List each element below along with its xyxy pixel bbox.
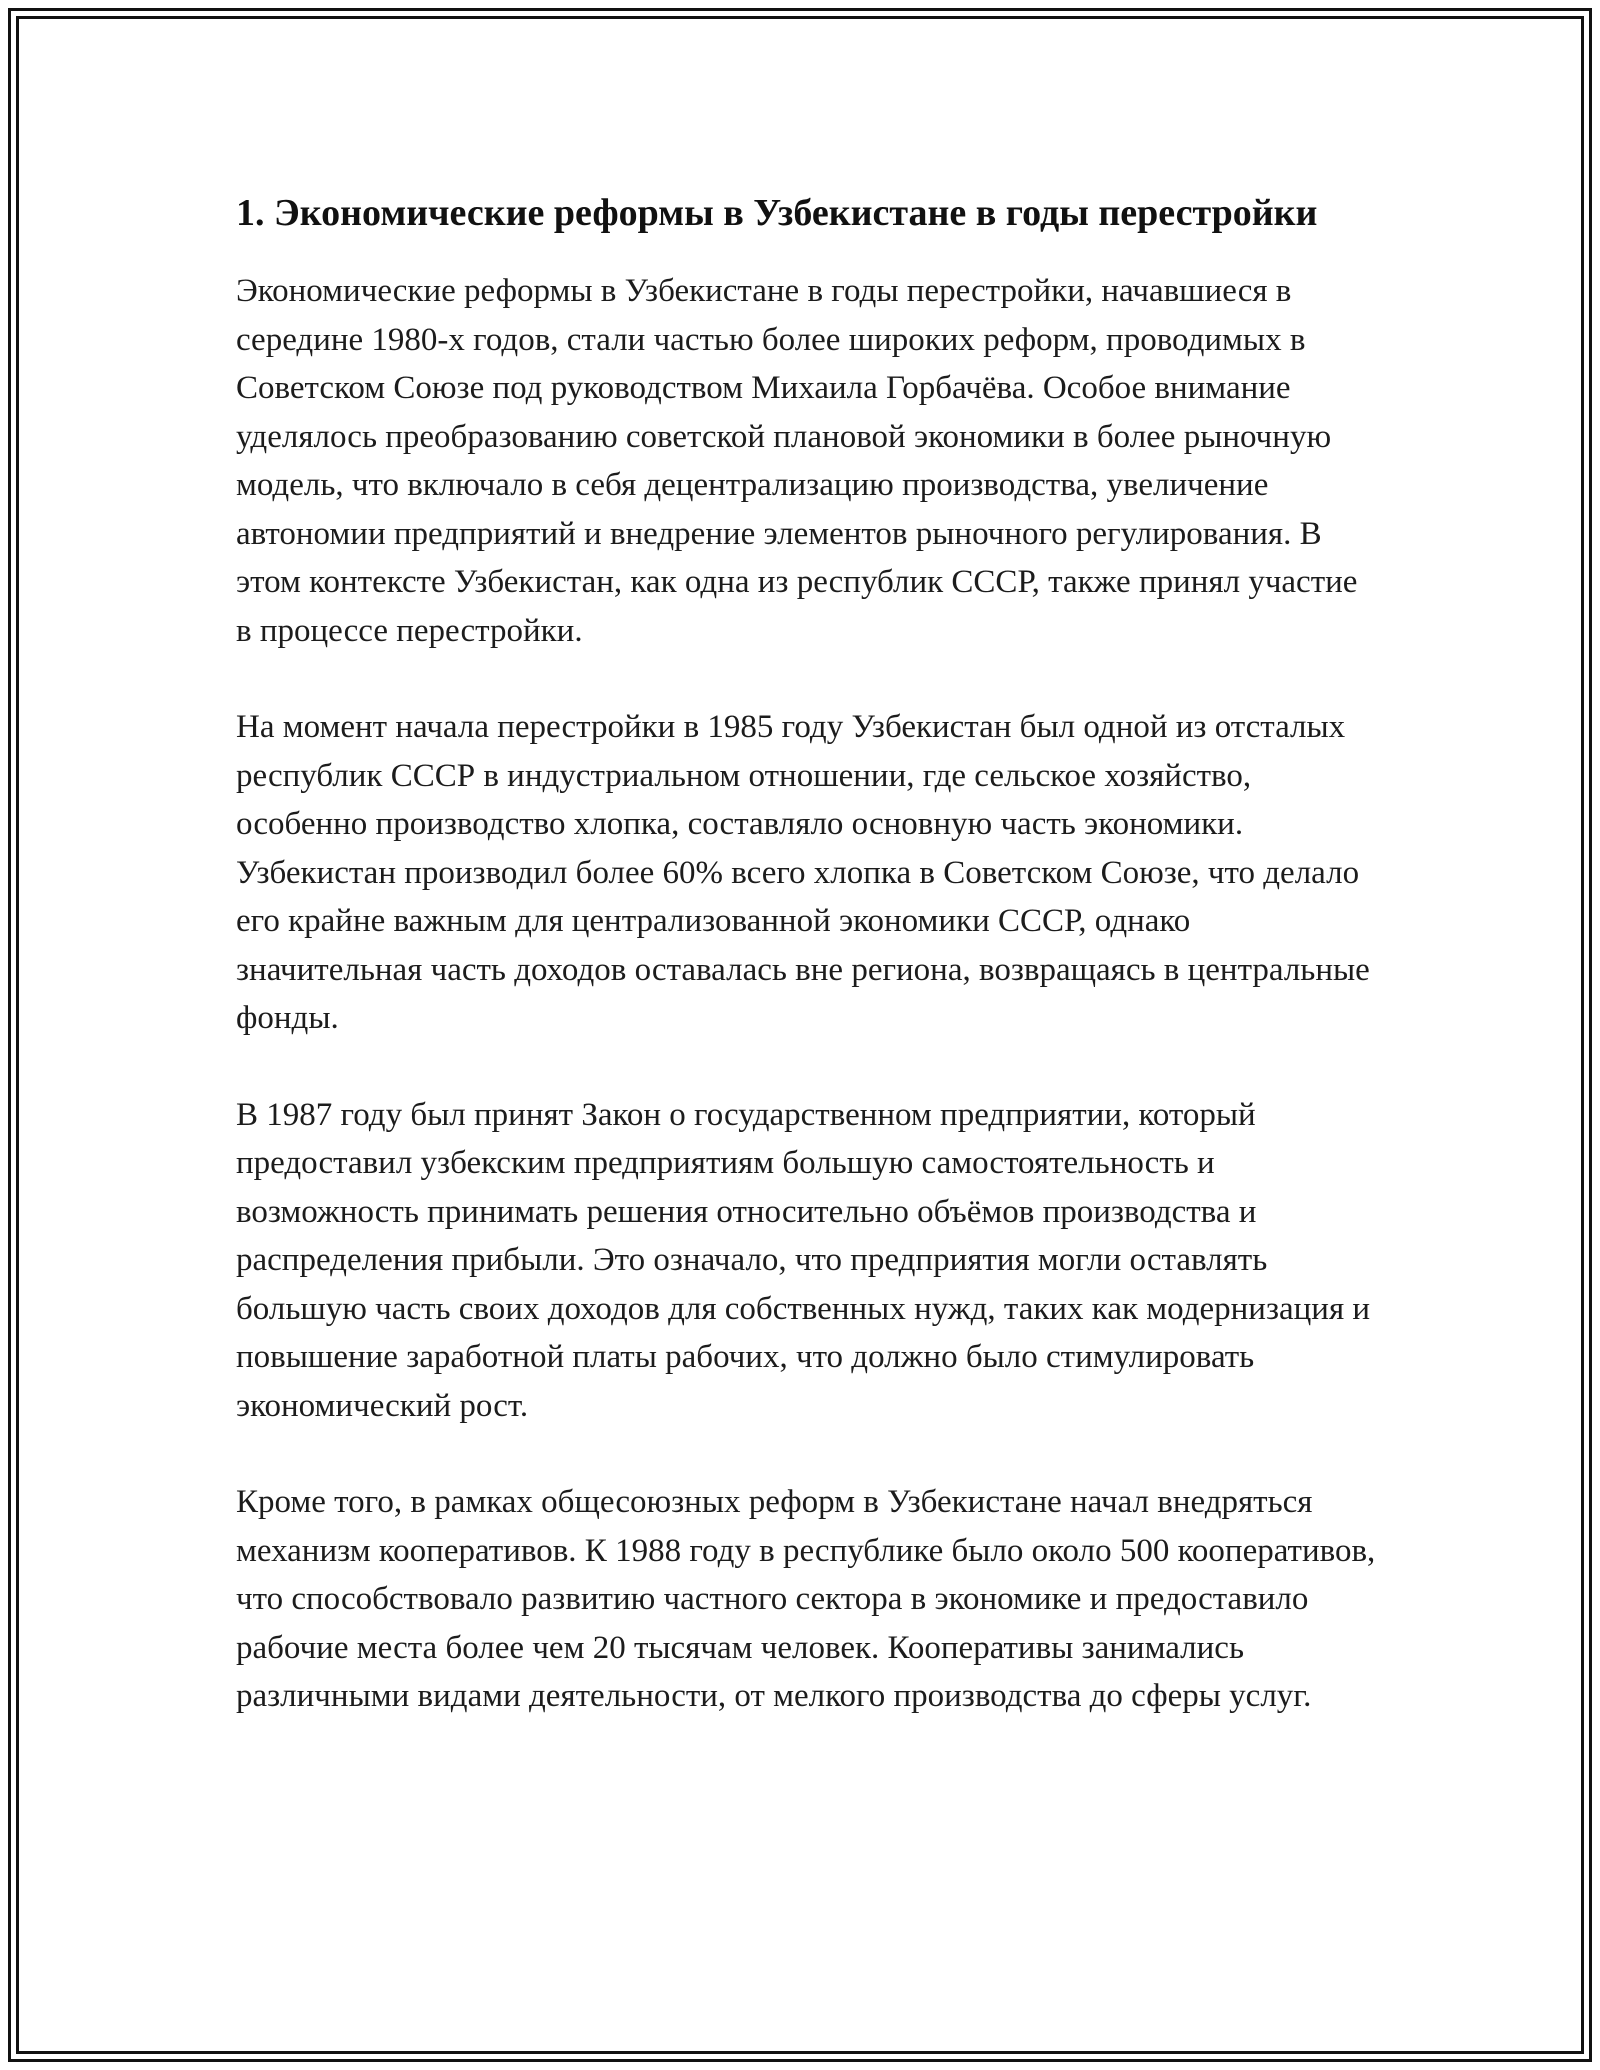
paragraph-4: Кроме того, в рамках общесоюзных реформ в Узбекистане начал внедряться механизм кооперативов. К 1988 году в республике было около 500 кооперативов, что способствовало развитию частного сектора в экономике и предоставило рабочие места более чем 20 тысячам человек. Кооперативы занимались различными видами деятельности, от мелкого производства до сферы услуг. — [236, 1484, 1376, 1714]
paragraph-2: На момент начала перестройки в 1985 году Узбекистан был одной из отсталых республик СССР в индустриальном отношении, где сельское хозяйство, особенно производство хлопка, составляло основную часть экономики. Узбекистан производил более 60% всего хлопка в Советском Союзе, что делало его крайне важным для централизованной экономики СССР, однако значительная часть доходов оставалась вне региона, возвращаясь в центральные фонды. — [236, 709, 1370, 1036]
paragraph-1: Экономические реформы в Узбекистане в годы перестройки, начавшиеся в середине 1980-х годов, стали частью более широких реформ, проводимых в Советском Союзе под руководством Михаила Горбачёва. Особое внимание уделялось преобразованию советской плановой экономики в более рыночную модель, что включало в себя децентрализацию производства, увеличение автономии предприятий и внедрение элементов рыночного регулирования. В этом контексте Узбекистан, как одна из республик СССР, также принял участие в процессе перестройки. — [236, 273, 1358, 649]
section-heading: 1. Экономические реформы в Узбекистане в годы перестройки — [236, 192, 1318, 234]
document-body — [236, 186, 1376, 1769]
paragraph-3: В 1987 году был принят Закон о государственном предприятии, который предоставил узбекским предприятиям большую самостоятельность и возможность принимать решения относительно объёмов производства и распределения прибыли. Это означало, что предприятия могли оставлять большую часть своих доходов для собственных нужд, таких как модернизация и повышение заработной платы рабочих, что должно было стимулировать экономический рост. — [236, 1096, 1371, 1424]
